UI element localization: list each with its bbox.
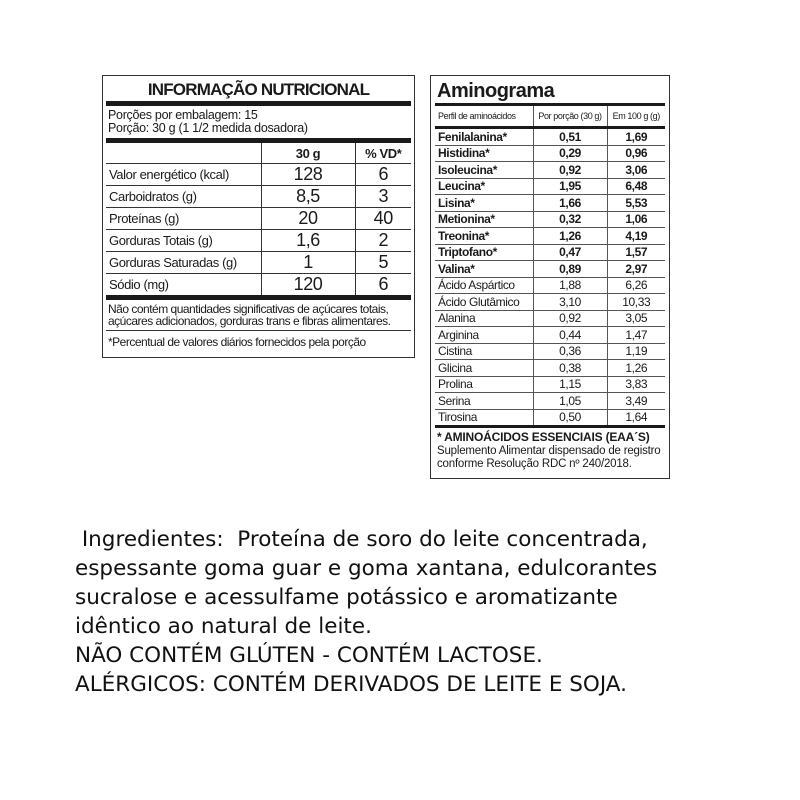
amino-table xyxy=(435,106,665,126)
amino-per100: 3,49 xyxy=(607,393,665,410)
amino-portion: 1,95 xyxy=(533,178,607,195)
col-100g: Em 100 g (g) xyxy=(607,106,665,126)
table-row xyxy=(435,129,665,145)
nutrient-label: Valor energético (kcal) xyxy=(106,164,261,186)
amino-name: Triptofano* xyxy=(435,244,533,261)
nutrient-label: Gorduras Saturadas (g) xyxy=(106,252,261,274)
amino-per100: 6,48 xyxy=(607,178,665,195)
table-row xyxy=(106,186,411,208)
amino-name: Glicina xyxy=(435,360,533,377)
amino-per100: 5,53 xyxy=(607,195,665,212)
amino-portion: 1,66 xyxy=(533,195,607,212)
allergen-warning: ALÉRGICOS: CONTÉM DERIVADOS DE LEITE E SOJA. xyxy=(75,672,627,697)
amino-portion: 0,44 xyxy=(533,327,607,344)
amino-per100: 3,83 xyxy=(607,376,665,393)
col-vd: % VD* xyxy=(355,143,411,164)
col-profile: Perfil de aminoácidos xyxy=(438,111,516,121)
nutrient-vd: 2 xyxy=(355,230,411,252)
amino-name: Prolina xyxy=(435,376,533,393)
table-row xyxy=(435,393,665,410)
table-row xyxy=(106,230,411,252)
nutrient-label: Carboidratos (g) xyxy=(106,186,261,208)
amino-portion: 0,92 xyxy=(533,162,607,179)
nutrient-amount: 20 xyxy=(261,208,355,230)
registry-line: Suplemento Alimentar dispensado de registro xyxy=(437,445,661,457)
amino-name: Isoleucina* xyxy=(435,162,533,179)
nutrient-label: Proteínas (g) xyxy=(106,208,261,230)
nutrient-vd: 3 xyxy=(355,186,411,208)
table-header xyxy=(106,143,411,164)
amino-portion: 1,15 xyxy=(533,376,607,393)
gluten-lactose-warning: NÃO CONTÉM GLÚTEN - CONTÉM LACTOSE. xyxy=(75,643,543,668)
nutrient-vd: 6 xyxy=(355,274,411,296)
table-row xyxy=(435,343,665,360)
table-row xyxy=(435,211,665,228)
amino-name: Cistina xyxy=(435,343,533,360)
amino-footnote xyxy=(435,428,665,474)
amino-name: Arginina xyxy=(435,327,533,344)
amino-per100: 4,19 xyxy=(607,228,665,245)
table-row xyxy=(435,409,665,425)
nutrient-amount: 128 xyxy=(261,164,355,186)
amino-name: Valina* xyxy=(435,261,533,278)
serving-size: Porção: 30 g (1 1/2 medida dosadora) xyxy=(108,121,308,135)
table-row xyxy=(435,360,665,377)
nutrition-title: INFORMAÇÃO NUTRICIONAL xyxy=(147,80,370,99)
table-row xyxy=(435,228,665,245)
table-row xyxy=(106,274,411,296)
amino-portion: 0,38 xyxy=(533,360,607,377)
nutrient-amount: 1,6 xyxy=(261,230,355,252)
col-portion: Por porção (30 g) xyxy=(533,106,607,126)
nutrient-label: Sódio (mg) xyxy=(109,277,169,292)
table-row xyxy=(435,327,665,344)
amino-portion: 0,51 xyxy=(533,129,607,145)
amino-portion: 0,47 xyxy=(533,244,607,261)
nutrient-label: Gorduras Totais (g) xyxy=(106,230,261,252)
essential-note: * AMINOÁCIDOS ESSENCIAIS (EAA´S) xyxy=(437,430,650,444)
table-row xyxy=(435,310,665,327)
amino-name: Metionina* xyxy=(435,211,533,228)
amino-per100: 3,05 xyxy=(607,310,665,327)
amino-name: Treonina* xyxy=(435,228,533,245)
amino-per100: 10,33 xyxy=(607,294,665,311)
amino-portion: 1,26 xyxy=(533,228,607,245)
amino-per100: 1,64 xyxy=(607,409,665,425)
table-row xyxy=(435,178,665,195)
table-row xyxy=(435,294,665,311)
ingredients-line: idêntico ao natural de leite. xyxy=(75,614,372,639)
ingredients-text xyxy=(75,525,657,699)
amino-name: Fenilalanina* xyxy=(435,129,533,145)
table-row xyxy=(435,162,665,179)
table-row xyxy=(435,277,665,294)
nutrient-amount: 8,5 xyxy=(261,186,355,208)
amino-per100: 1,19 xyxy=(607,343,665,360)
amino-portion: 0,89 xyxy=(533,261,607,278)
amino-per100: 1,57 xyxy=(607,244,665,261)
amino-rows xyxy=(435,129,665,425)
amino-per100: 3,06 xyxy=(607,162,665,179)
amino-per100: 1,26 xyxy=(607,360,665,377)
table-row xyxy=(435,195,665,212)
amino-portion: 0,50 xyxy=(533,409,607,425)
amino-portion: 0,29 xyxy=(533,145,607,162)
table-row xyxy=(106,208,411,230)
nutrient-vd: 5 xyxy=(355,252,411,274)
aminogram-title: Aminograma xyxy=(437,80,555,102)
amino-name: Lisina* xyxy=(435,195,533,212)
nutrition-table xyxy=(106,143,411,295)
amino-name: Tirosina xyxy=(438,410,478,425)
table-row xyxy=(106,252,411,274)
amino-name: Ácido Aspártico xyxy=(435,277,533,294)
amino-name: Leucina* xyxy=(435,178,533,195)
amino-per100: 0,96 xyxy=(607,145,665,162)
amino-portion: 1,88 xyxy=(533,277,607,294)
ingredients-line: sucralose e acessulfame potássico e aromatizante xyxy=(75,585,618,610)
amino-name: Histidina* xyxy=(435,145,533,162)
nutrition-facts-table xyxy=(102,75,415,358)
amino-per100: 1,47 xyxy=(607,327,665,344)
table-row xyxy=(106,164,411,186)
table-row xyxy=(435,244,665,261)
registry-line: conforme Resolução RDC nº 240/2018. xyxy=(437,458,632,470)
amino-portion: 0,92 xyxy=(533,310,607,327)
col-amount: 30 g xyxy=(261,143,355,164)
amino-portion: 0,36 xyxy=(533,343,607,360)
ingredients-line: espessante goma guar e goma xantana, edulcorantes xyxy=(75,556,658,581)
table-row xyxy=(435,376,665,393)
nutrient-vd: 40 xyxy=(355,208,411,230)
amino-name: Serina xyxy=(435,393,533,410)
amino-portion: 3,10 xyxy=(533,294,607,311)
amino-per100: 6,26 xyxy=(607,277,665,294)
amino-per100: 1,69 xyxy=(607,129,665,145)
serving-info xyxy=(106,106,411,138)
amino-name: Ácido Glutâmico xyxy=(435,294,533,311)
nutrition-footnote: *Percentual de valores diários fornecidos pela porção xyxy=(108,335,366,349)
nutrition-note: Não contém quantidades significativas de açúcares totais, açúcares adicionados, gorduras trans e fibras alimentares. xyxy=(106,300,411,331)
aminogram-table xyxy=(430,75,670,479)
table-header xyxy=(435,106,665,126)
nutrient-vd: 6 xyxy=(355,164,411,186)
nutrient-amount: 120 xyxy=(261,274,355,296)
servings-per-package: Porções por embalagem: 15 xyxy=(108,108,258,122)
nutrient-amount: 1 xyxy=(261,252,355,274)
amino-portion: 0,32 xyxy=(533,211,607,228)
table-row xyxy=(435,145,665,162)
amino-portion: 1,05 xyxy=(533,393,607,410)
amino-name: Alanina xyxy=(435,310,533,327)
ingredients-line: Ingredientes: Proteína de soro do leite concentrada, xyxy=(75,527,648,552)
amino-per100: 2,97 xyxy=(607,261,665,278)
amino-per100: 1,06 xyxy=(607,211,665,228)
table-row xyxy=(435,261,665,278)
